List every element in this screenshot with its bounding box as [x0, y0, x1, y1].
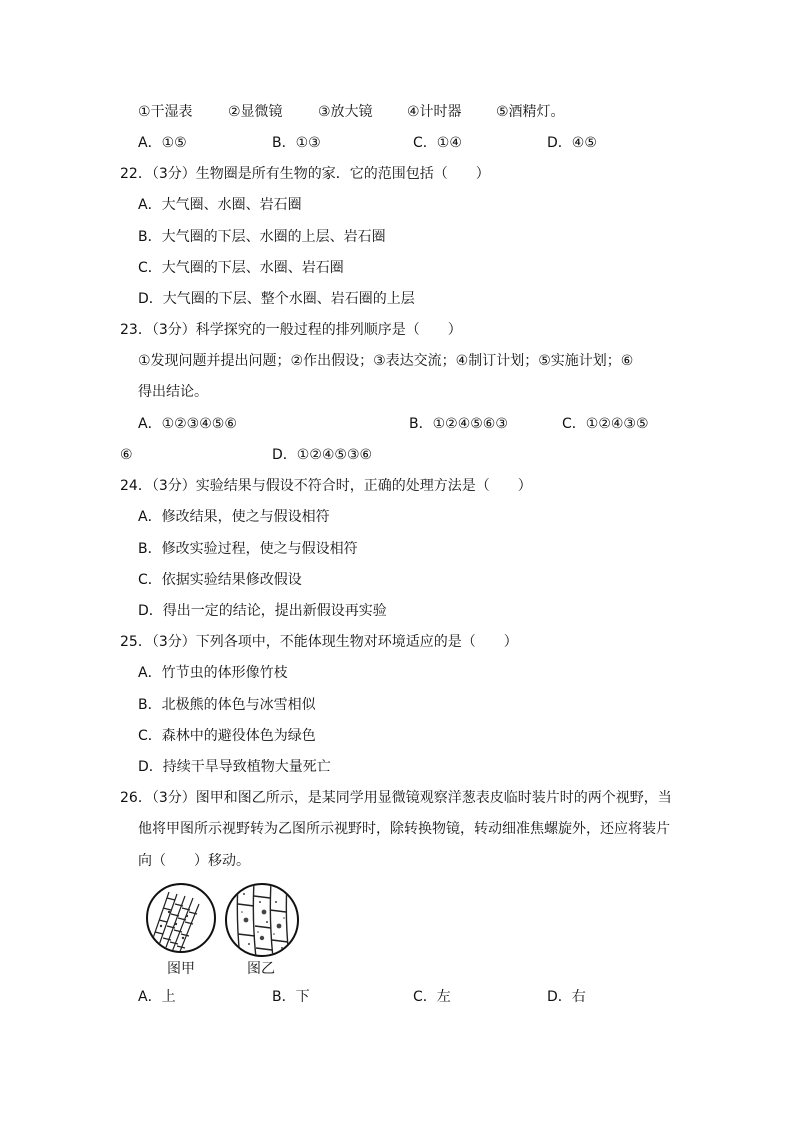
q25-option-b[interactable]: B．北极熊的体色与冰雪相似	[138, 697, 316, 713]
q21-option-a[interactable]: A．①⑤	[138, 135, 187, 151]
figure-b-caption: 图乙	[247, 961, 275, 977]
q22-option-b[interactable]: B．大气圈的下层、水圈的上层、岩石圈	[138, 229, 386, 245]
q26-option-c[interactable]: C．左	[413, 989, 451, 1005]
q23-description-line2: 得出结论。	[138, 384, 208, 400]
q24-option-c[interactable]: C．依据实验结果修改假设	[138, 572, 302, 588]
q23-stem: 23．（3分）科学探究的一般过程的排列顺序是（ ）	[120, 322, 462, 338]
q23-option-a[interactable]: A．①②③④⑤⑥	[138, 416, 237, 432]
q23-option-c[interactable]: C．①②④③⑤	[562, 416, 649, 432]
q21-option-c[interactable]: C．①④	[413, 135, 462, 151]
q25-stem: 25．（3分）下列各项中，不能体现生物对环境适应的是（ ）	[120, 634, 518, 650]
q26-option-b[interactable]: B．下	[272, 989, 310, 1005]
q23-option-c-continued: ⑥	[120, 447, 133, 463]
q21-item-2: ②显微镜	[228, 104, 283, 120]
q26-stem-line3: 向（ ）移动。	[138, 853, 250, 869]
q22-option-c[interactable]: C．大气圈的下层、水圈、岩石圈	[138, 260, 344, 276]
q22-stem: 22．（3分）生物圈是所有生物的家．它的范围包括（ ）	[120, 166, 490, 182]
q21-option-d[interactable]: D．④⑤	[547, 135, 597, 151]
q21-item-3: ③放大镜	[318, 104, 373, 120]
figure-b-microscope-view	[224, 882, 300, 958]
q25-option-a[interactable]: A．竹节虫的体形像竹枝	[138, 665, 288, 681]
q24-option-d[interactable]: D．得出一定的结论，提出新假设再实验	[138, 603, 387, 619]
q24-option-b[interactable]: B．修改实验过程，使之与假设相符	[138, 541, 358, 557]
q24-stem: 24．（3分）实验结果与假设不符合时，正确的处理方法是（ ）	[120, 478, 532, 494]
q24-option-a[interactable]: A．修改结果，使之与假设相符	[138, 509, 330, 525]
q25-option-c[interactable]: C．森林中的避役体色为绿色	[138, 728, 316, 744]
q22-option-a[interactable]: A．大气圈、水圈、岩石圈	[138, 197, 302, 213]
q23-description-line1: ①发现问题并提出问题；②作出假设；③表达交流；④制订计划；⑤实施计划；⑥	[138, 353, 634, 369]
q26-stem-line1: 26．（3分）图甲和图乙所示，是某同学用显微镜观察洋葱表皮临时装片时的两个视野，当	[120, 790, 672, 806]
q26-stem-line2: 他将甲图所示视野转为乙图所示视野时，除转换物镜，转动细准焦螺旋外，还应将装片	[138, 821, 670, 837]
q26-option-d[interactable]: D．右	[547, 989, 586, 1005]
q25-option-d[interactable]: D．持续干旱导致植物大量死亡	[138, 759, 331, 775]
q21-item-1: ①干湿表	[138, 104, 193, 120]
q21-option-b[interactable]: B．①③	[272, 135, 321, 151]
q21-item-5: ⑤酒精灯。	[496, 104, 565, 120]
q21-item-4: ④计时器	[407, 104, 462, 120]
q23-option-d[interactable]: D．①②④⑤③⑥	[272, 447, 373, 463]
q22-option-d[interactable]: D．大气圈的下层、整个水圈、岩石圈的上层	[138, 291, 415, 307]
q26-option-a[interactable]: A．上	[138, 989, 176, 1005]
q23-option-b[interactable]: B．①②④⑤⑥③	[409, 416, 508, 432]
figure-a-caption: 图甲	[167, 961, 195, 977]
figure-a-microscope-view	[145, 882, 217, 954]
